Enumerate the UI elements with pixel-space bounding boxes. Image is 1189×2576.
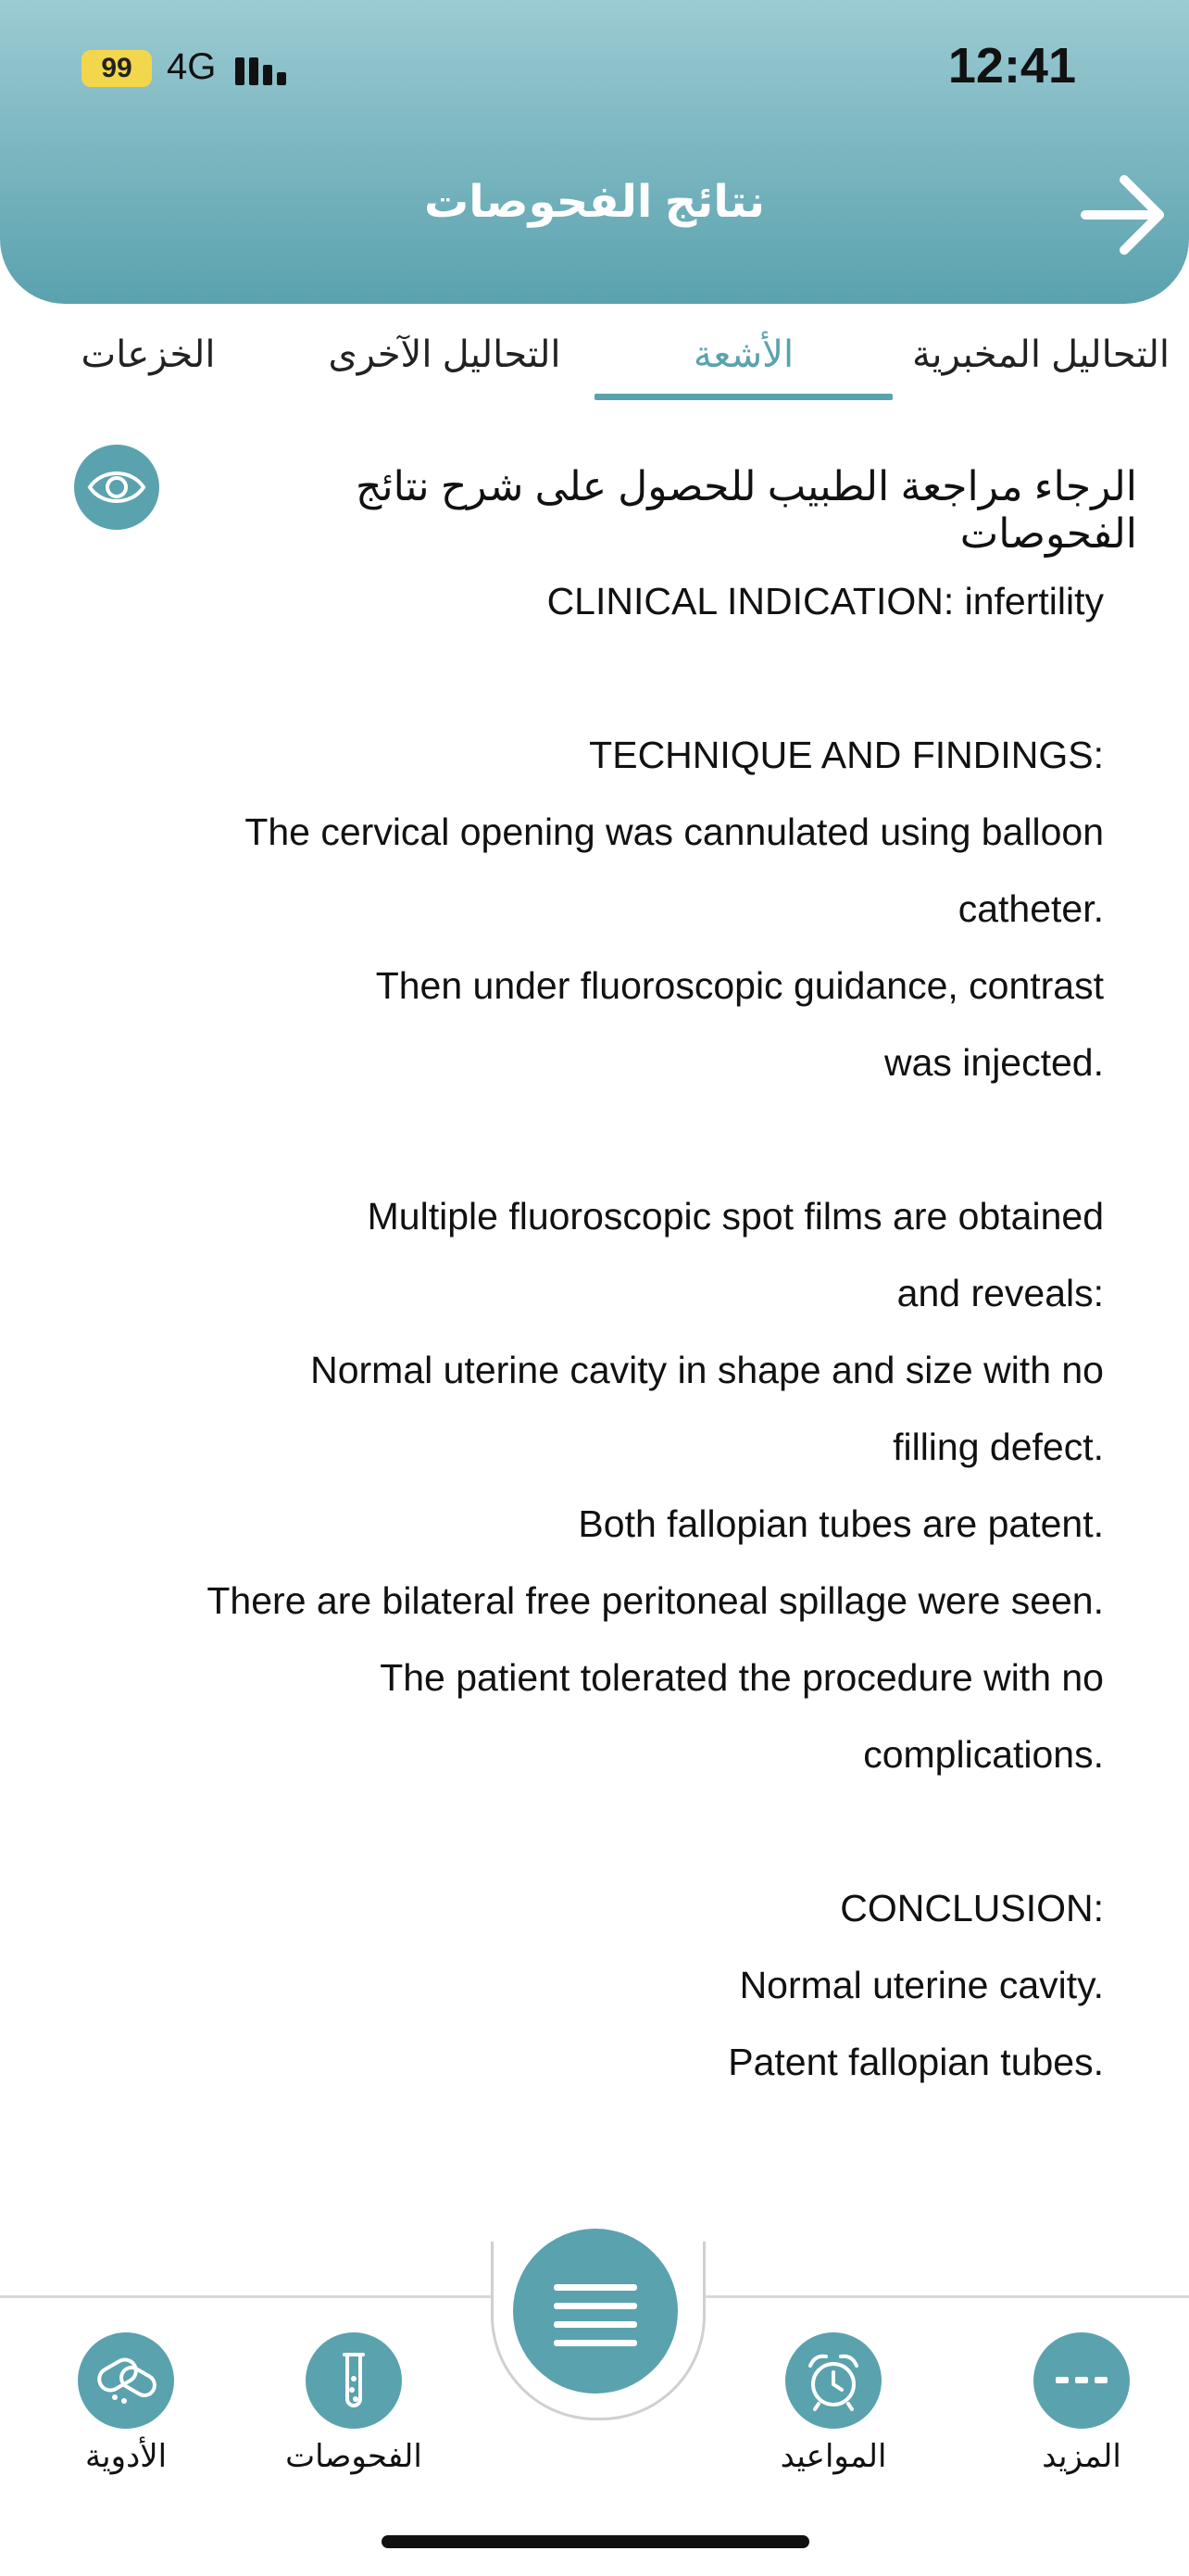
doctor-notice: الرجاء مراجعة الطبيب للحصول على شرح نتائج الفحوصات: [356, 464, 1137, 557]
signal-icon: [235, 52, 293, 85]
active-tab-indicator: [594, 394, 893, 400]
report-line: complications.: [863, 1733, 1104, 1776]
nav-tests-label: الفحوصات: [285, 2439, 422, 2474]
status-time: 12:41: [947, 38, 1076, 94]
report-line: TECHNIQUE AND FINDINGS:: [589, 734, 1104, 776]
nav-more[interactable]: [989, 2332, 1174, 2475]
report-line: and reveals:: [896, 1272, 1104, 1314]
menu-icon: [554, 2284, 637, 2291]
header-bar: [0, 0, 1189, 304]
report-line: [111, 640, 1104, 717]
report-line: Then under fluoroscopic guidance, contrast: [375, 964, 1104, 1007]
report-line: Normal uterine cavity.: [739, 1964, 1104, 2006]
report-line: filling defect.: [893, 1426, 1104, 1468]
page-title: نتائج الفحوصات: [424, 178, 765, 227]
home-indicator[interactable]: [382, 2535, 809, 2548]
pill-icon: [78, 2332, 174, 2429]
menu-button[interactable]: [513, 2229, 678, 2394]
report-line: The patient tolerated the procedure with no: [380, 1656, 1104, 1699]
report-text: [111, 563, 1104, 2101]
tab-other-tests[interactable]: التحاليل الآخرى: [328, 334, 561, 375]
report-line: was injected.: [883, 1041, 1104, 1084]
nav-appointments[interactable]: [741, 2332, 926, 2475]
report-line: Both fallopian tubes are patent.: [578, 1502, 1104, 1545]
network-type: 4G: [167, 46, 217, 87]
report-line: The cervical opening was cannulated using balloon: [244, 810, 1104, 853]
nav-more-label: المزيد: [1042, 2439, 1121, 2474]
report-line: [111, 1793, 1104, 1870]
more-icon: [1033, 2332, 1130, 2429]
nav-tests[interactable]: [261, 2332, 446, 2475]
tab-radiology[interactable]: الأشعة: [693, 334, 795, 375]
nav-medications[interactable]: [33, 2332, 219, 2475]
eye-icon[interactable]: [74, 445, 159, 530]
report-line: Multiple fluoroscopic spot films are obtained: [367, 1195, 1104, 1238]
report-line: [111, 1101, 1104, 1178]
test-tube-icon: [306, 2332, 402, 2429]
report-line: catheter.: [957, 887, 1104, 930]
report-line: Patent fallopian tubes.: [728, 2041, 1104, 2083]
report-line: CLINICAL INDICATION: infertility: [546, 580, 1104, 622]
report-line: CONCLUSION:: [840, 1887, 1104, 1929]
battery-indicator: 99: [81, 50, 152, 87]
alarm-clock-icon: [785, 2332, 882, 2429]
nav-medications-label: الأدوية: [84, 2439, 168, 2474]
back-arrow-icon[interactable]: [1078, 169, 1170, 261]
tab-biopsies[interactable]: الخزعات: [81, 334, 216, 375]
report-line: There are bilateral free peritoneal spillage were seen.: [207, 1579, 1104, 1622]
tab-lab-tests[interactable]: التحاليل المخبرية: [911, 334, 1170, 375]
nav-appointments-label: المواعيد: [780, 2439, 887, 2474]
report-line: Normal uterine cavity in shape and size with no: [310, 1349, 1104, 1391]
